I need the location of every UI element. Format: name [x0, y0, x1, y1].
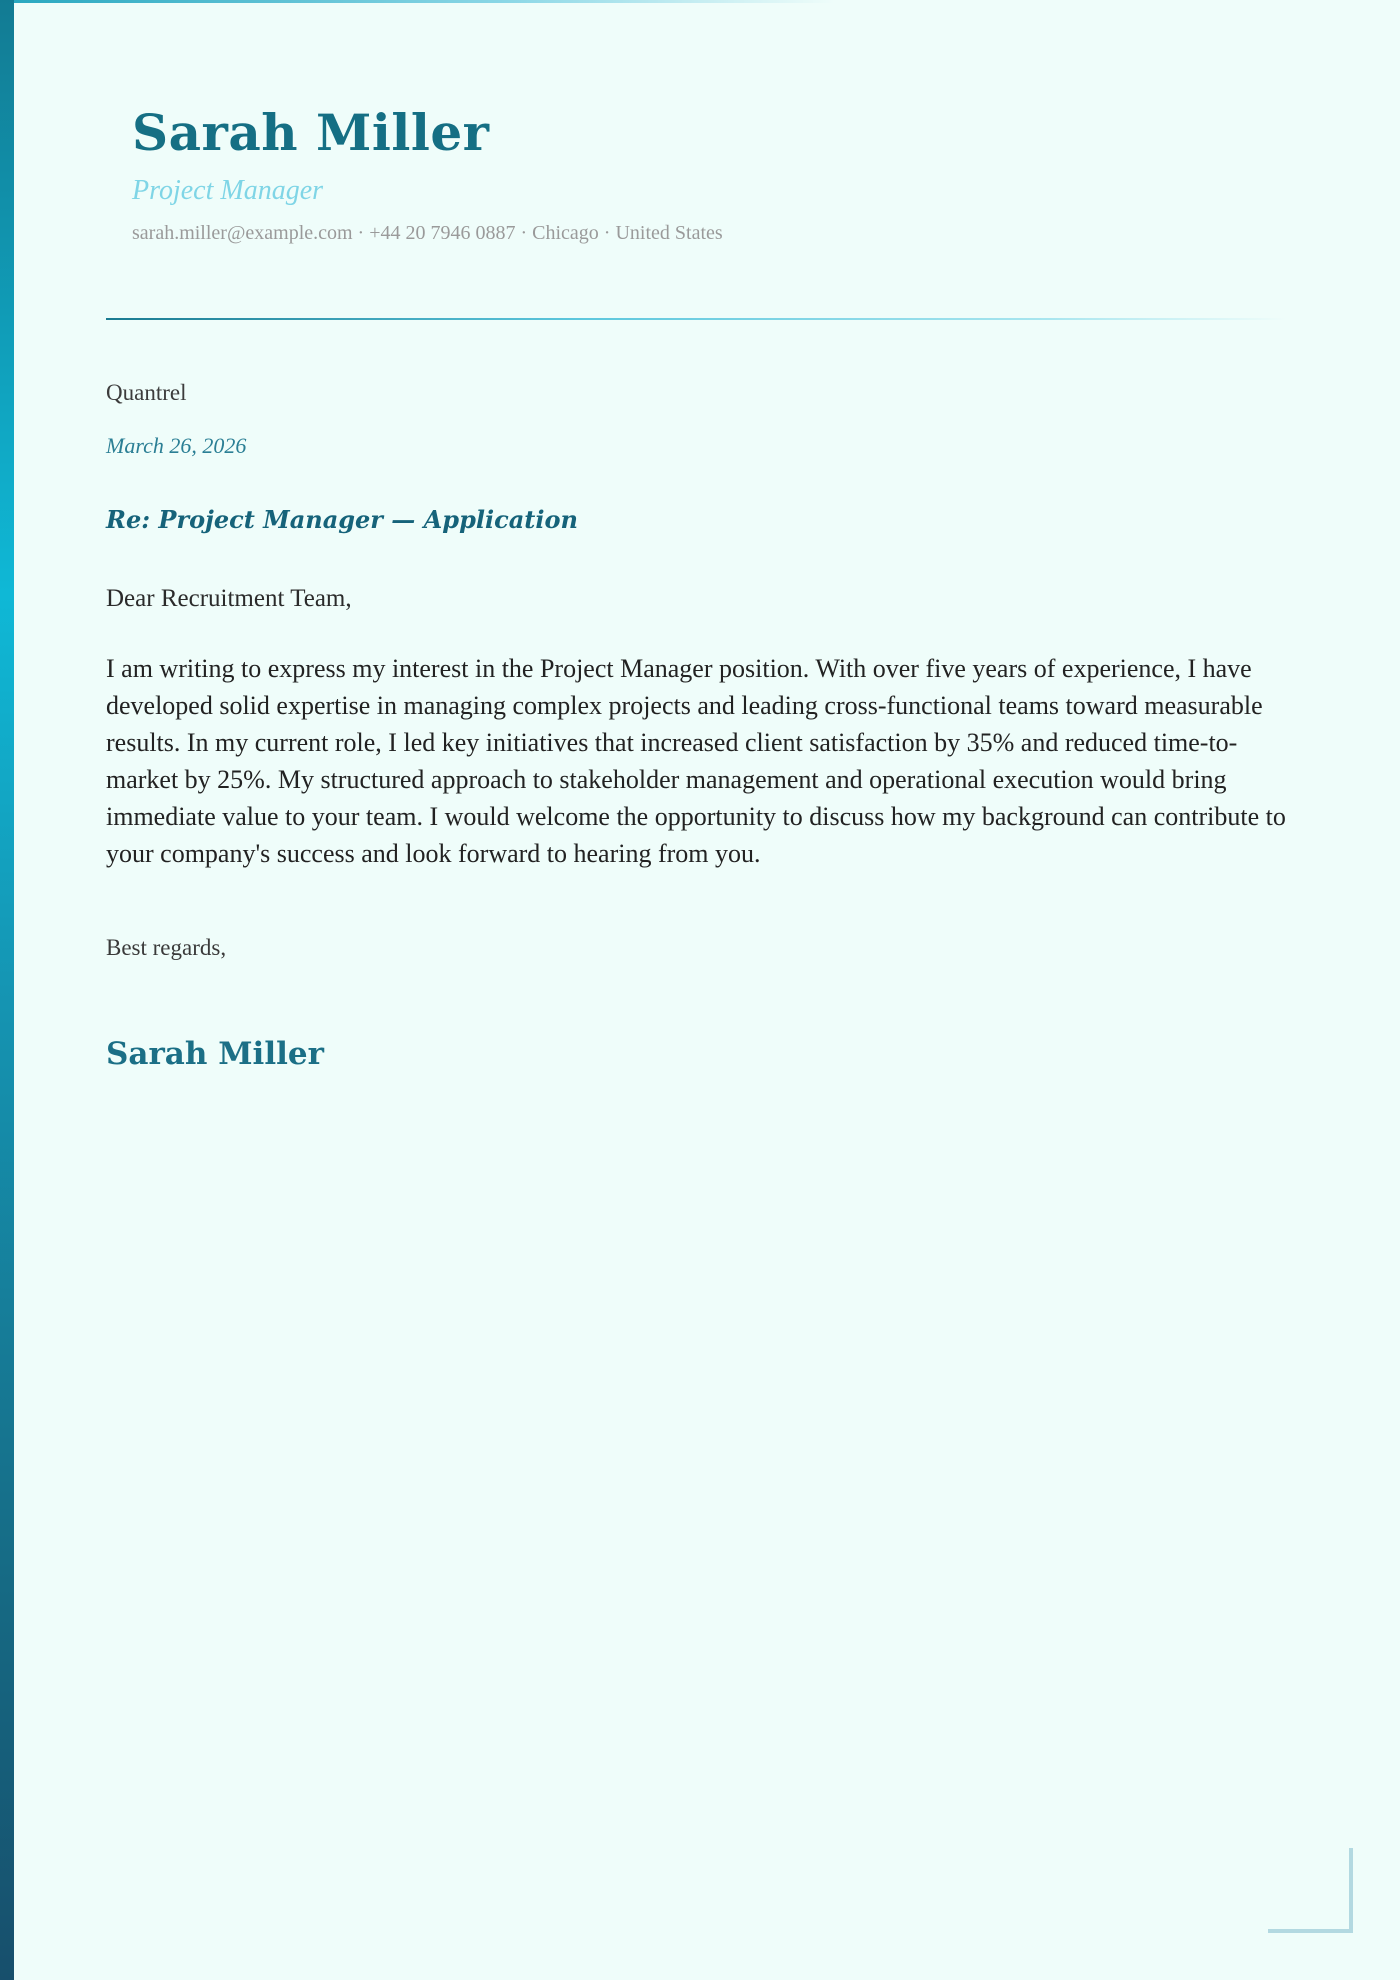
header-divider: [106, 318, 1286, 320]
left-accent-bar: [0, 0, 14, 1980]
sender-title: Project Manager: [132, 175, 324, 206]
letter-subject: Re: Project Manager — Application: [106, 505, 578, 534]
letter-header: [132, 100, 1292, 246]
letter-date: March 26, 2026: [106, 433, 247, 458]
sender-name: Sarah Miller: [132, 103, 490, 162]
signature: Sarah Miller: [106, 1036, 324, 1072]
corner-decoration: [1268, 1848, 1353, 1933]
body-paragraph: I am writing to express my interest in the Project Manager position. With over five years of experience, I have developed solid expertise in managing complex projects and leading cross-functional teams toward measurable results. In my current role, I led key initiatives that increased client satisfaction by 35% and reduced time-to-market by 25%. My structured approach to stakeholder management and operational execution would bring immediate value to your team. I would welcome the opportunity to discuss how my background can contribute to your company's success and look forward to hearing from you.: [106, 654, 1286, 868]
recipient-company: Quantrel: [106, 380, 187, 405]
contact-line: sarah.miller@example.com · +44 20 7946 0887 · Chicago · United States: [132, 222, 723, 244]
top-accent-line: [14, 0, 834, 3]
letter-body: [106, 376, 1286, 1074]
closing: Best regards,: [106, 935, 227, 960]
salutation: Dear Recruitment Team,: [106, 585, 352, 612]
